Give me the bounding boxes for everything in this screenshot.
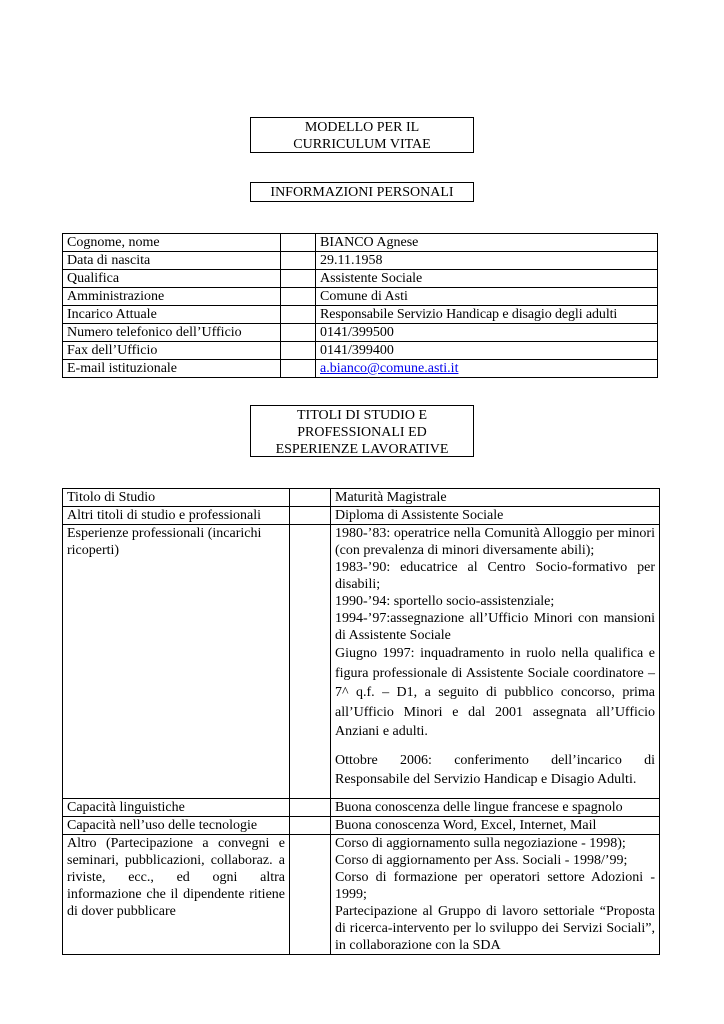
other-cell [331, 834, 660, 954]
other-item: Corso di formazione per operatori settore Adozioni - 1999; [335, 869, 655, 902]
table-row [63, 834, 660, 954]
spacer-cell [290, 816, 331, 834]
table-row [63, 288, 658, 306]
table-row [63, 252, 658, 270]
spacer-cell [281, 324, 316, 342]
row-value: Buona conoscenza delle lingue francese e spagnolo [331, 798, 660, 816]
row-label: Capacità nell’uso delle tecnologie [63, 816, 290, 834]
experience-item: 1983-’90: educatrice al Centro Socio-formativo per disabili; [335, 560, 655, 592]
table-row [63, 306, 658, 324]
row-label: Amministrazione [63, 288, 281, 306]
row-value: Responsabile Servizio Handicap e disagio degli adulti [316, 306, 658, 324]
row-label: Capacità linguistiche [63, 798, 290, 816]
experience-item: Giugno 1997: inquadramento in ruolo nella qualifica e figura professionale di Assistente Sociale coordinatore – 7^ q.f. – D1, a seguito di pubblico concorso, prima all’Ufficio Minori e dal 2001 assegnata all’Ufficio Anziani e adulti. [335, 646, 655, 739]
email-cell [316, 360, 658, 378]
cv-title-line1: MODELLO PER IL [304, 120, 420, 135]
table-row [63, 342, 658, 360]
titles-heading [250, 405, 474, 457]
spacer-cell [281, 252, 316, 270]
row-value: BIANCO Agnese [316, 234, 658, 252]
row-label: Numero telefonico dell’Ufficio [63, 324, 281, 342]
spacer-cell [290, 507, 331, 525]
personal-info-heading-label: INFORMAZIONI PERSONALI [270, 185, 454, 200]
table-row [63, 507, 660, 525]
spacer-cell [281, 234, 316, 252]
row-label: E-mail istituzionale [63, 360, 281, 378]
spacer-cell [281, 342, 316, 360]
studies-table [62, 488, 660, 955]
spacer-cell [281, 288, 316, 306]
experience-item: 1980-’83: operatrice nella Comunità Alloggio per minori (con prevalenza di minori diversamente abili); [335, 526, 655, 558]
cv-title-line2: CURRICULUM VITAE [293, 137, 431, 152]
row-label: Titolo di Studio [63, 489, 290, 507]
personal-info-table [62, 233, 658, 378]
table-row [63, 816, 660, 834]
experience-cell [331, 525, 660, 799]
cv-title-box [250, 117, 474, 153]
row-label: Data di nascita [63, 252, 281, 270]
titles-heading-line2: PROFESSIONALI ED [297, 425, 427, 440]
titles-heading-line1: TITOLI DI STUDIO E [297, 408, 427, 423]
other-item: Corso di aggiornamento sulla negoziazione - 1998); [335, 835, 626, 851]
spacer-cell [281, 306, 316, 324]
table-row [63, 360, 658, 378]
email-link[interactable]: a.bianco@comune.asti.it [320, 361, 459, 376]
experience-item: 1994-’97:assegnazione all’Ufficio Minori con mansioni di Assistente Sociale [335, 611, 655, 643]
table-row [63, 489, 660, 507]
row-value: 0141/399400 [316, 342, 658, 360]
other-item: Corso di aggiornamento per Ass. Sociali - 1998/’99; [335, 852, 628, 868]
spacer-cell [290, 525, 331, 799]
personal-info-heading [250, 182, 474, 202]
row-label: Altro (Partecipazione a convegni e seminari, pubblicazioni, collaboraz. a riviste, ecc., ed ogni altra informazione che il dipendente ritiene di dover pubblicare [63, 834, 290, 954]
table-row [63, 270, 658, 288]
table-row [63, 234, 658, 252]
table-row [63, 798, 660, 816]
experience-item: Ottobre 2006: conferimento dell’incarico di Responsabile del Servizio Handicap e Disagio Adulti. [335, 752, 655, 787]
row-label: Fax dell’Ufficio [63, 342, 281, 360]
row-value: 29.11.1958 [316, 252, 658, 270]
spacer-cell [290, 834, 331, 954]
row-value: 0141/399500 [316, 324, 658, 342]
row-value: Buona conoscenza Word, Excel, Internet, Mail [331, 816, 660, 834]
row-value: Assistente Sociale [316, 270, 658, 288]
experience-item: 1990-’94: sportello socio-assistenziale; [335, 594, 555, 609]
table-row [63, 324, 658, 342]
spacer-cell [281, 270, 316, 288]
spacer-cell [281, 360, 316, 378]
spacer-cell [290, 489, 331, 507]
table-row [63, 525, 660, 799]
row-label: Incarico Attuale [63, 306, 281, 324]
row-label: Cognome, nome [63, 234, 281, 252]
spacer-cell [290, 798, 331, 816]
titles-heading-line3: ESPERIENZE LAVORATIVE [275, 442, 449, 457]
row-value: Comune di Asti [316, 288, 658, 306]
row-label: Altri titoli di studio e professionali [63, 507, 290, 525]
row-value: Maturità Magistrale [331, 489, 660, 507]
row-value: Diploma di Assistente Sociale [331, 507, 660, 525]
other-item: Partecipazione al Gruppo di lavoro settoriale “Proposta di ricerca-intervento per lo sviluppo dei Servizi Sociali”, in collaborazione con la SDA [335, 903, 655, 953]
row-label: Esperienze professionali (incarichi ricoperti) [63, 525, 290, 799]
row-label: Qualifica [63, 270, 281, 288]
